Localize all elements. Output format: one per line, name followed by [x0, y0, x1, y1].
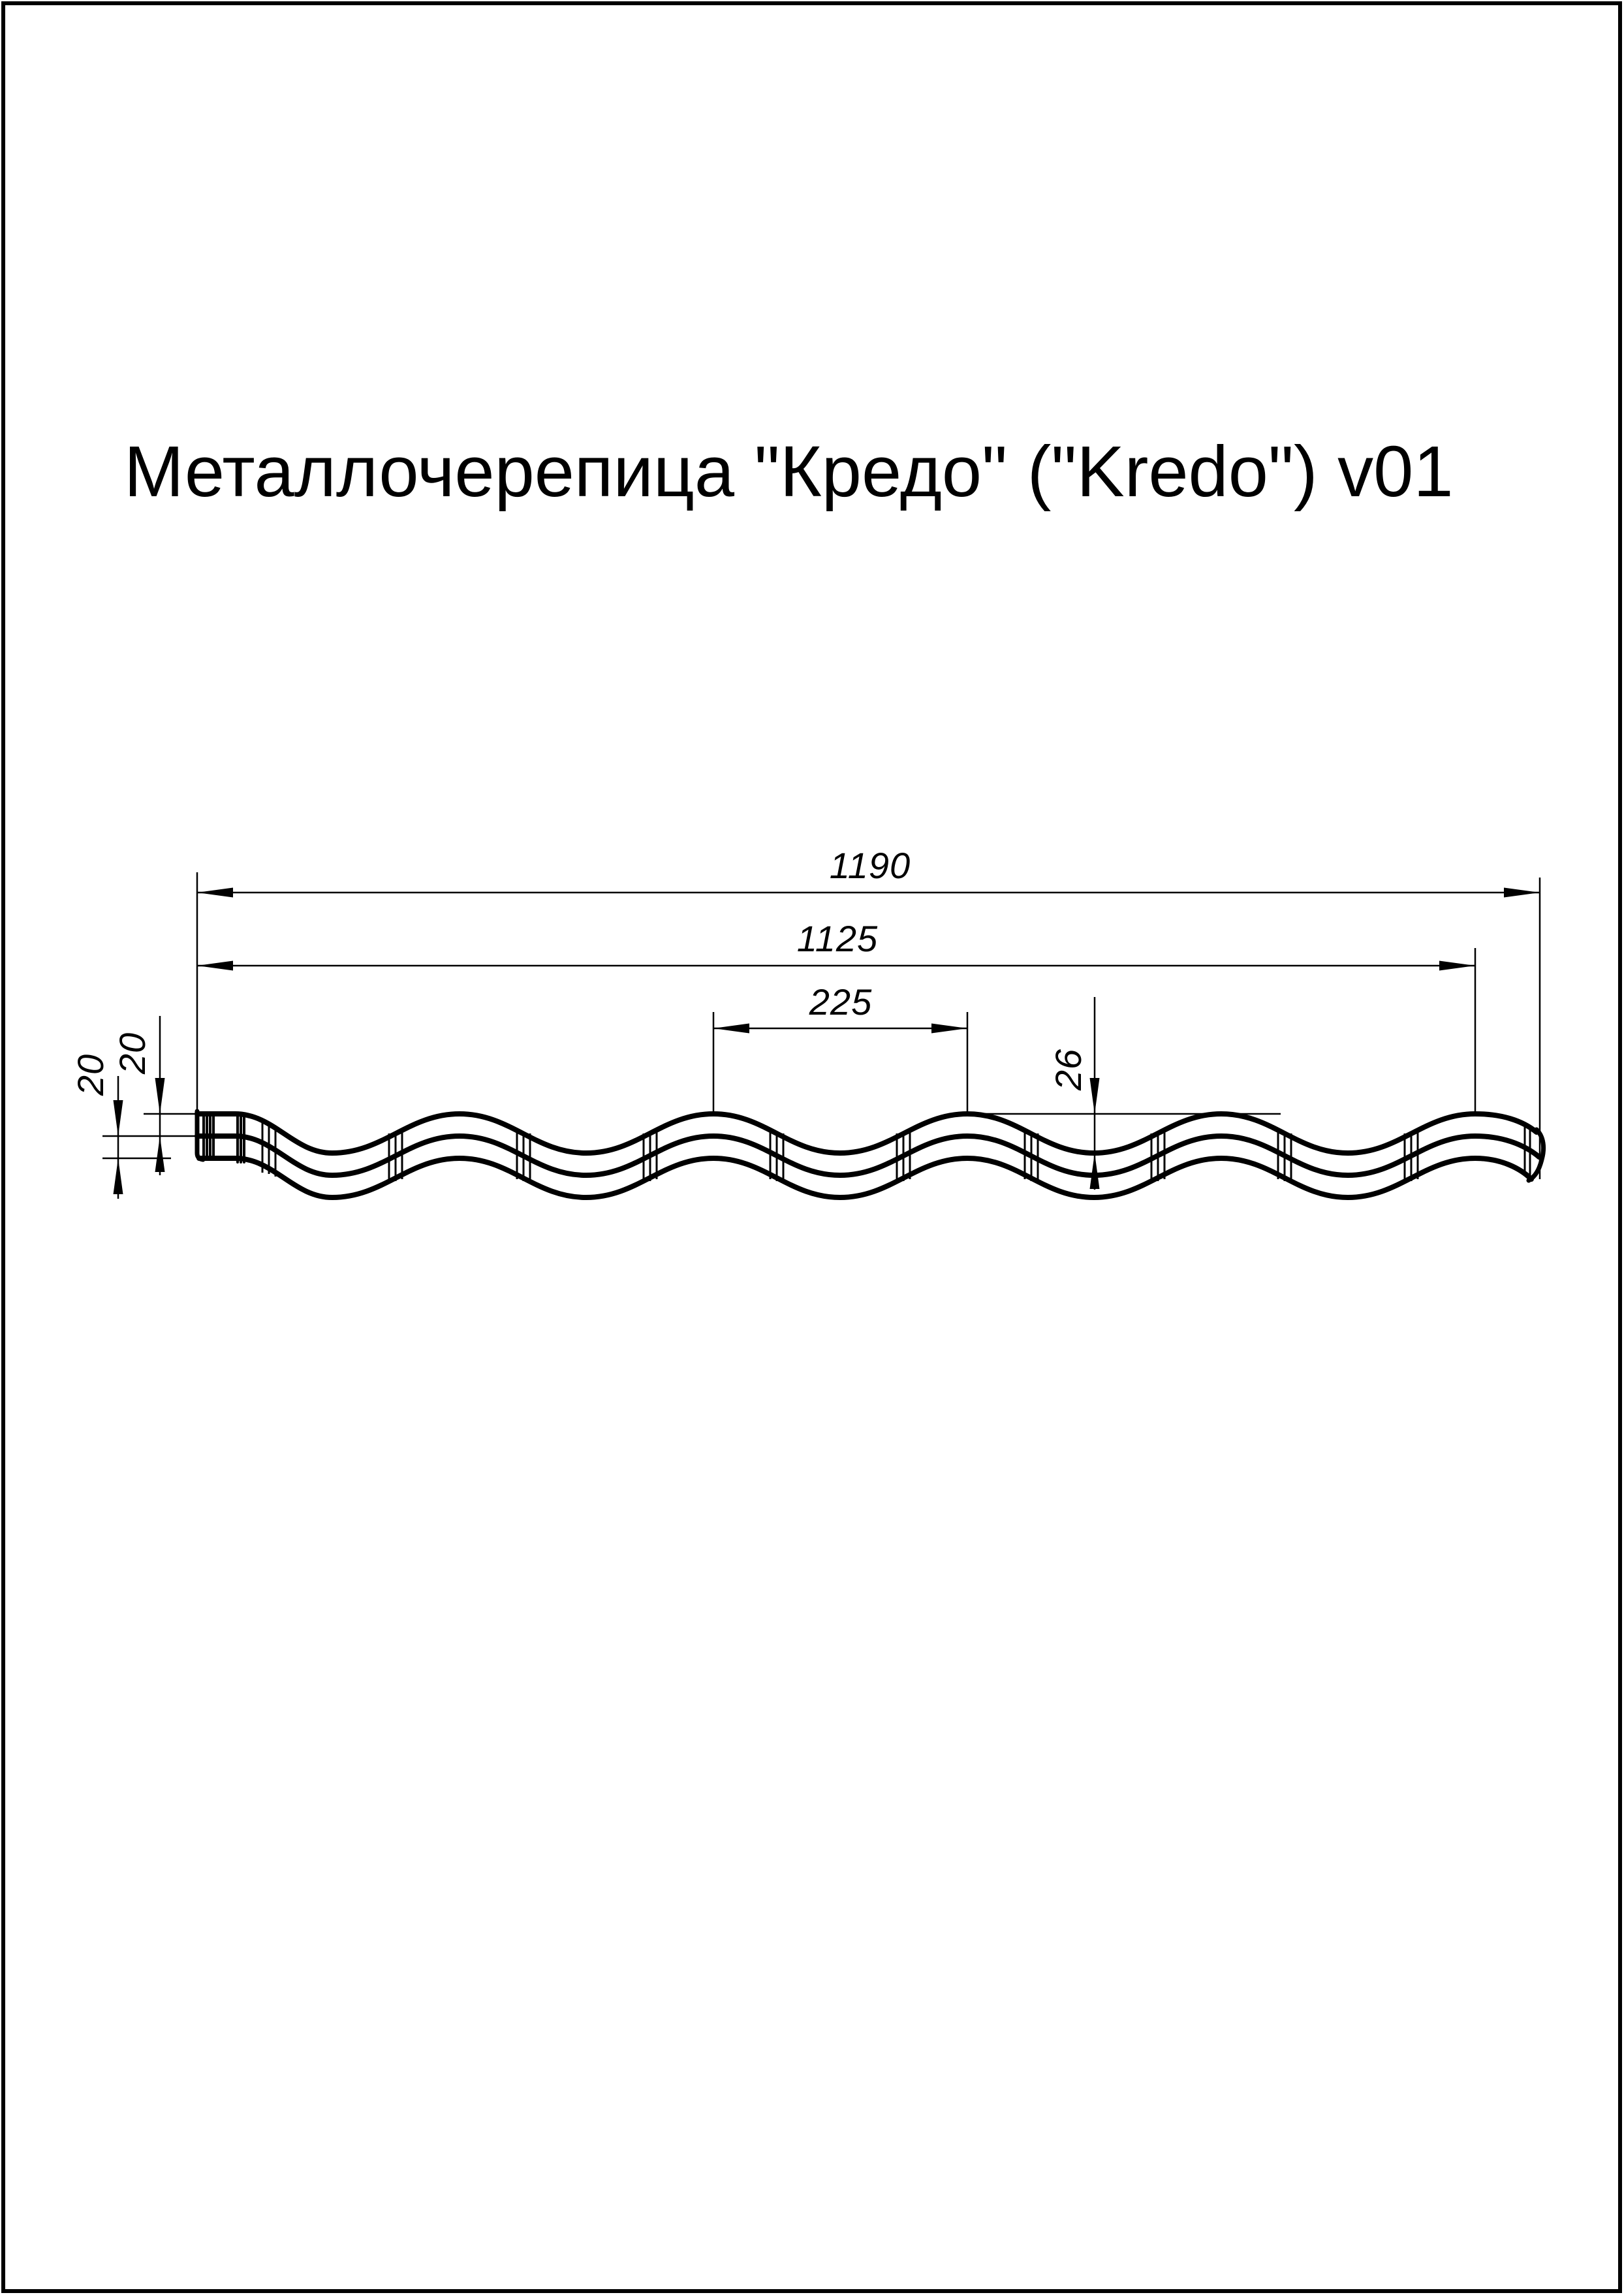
dim-arrow-up: [114, 1158, 123, 1194]
dim-left-step-upper: [112, 1016, 165, 1175]
tile-profile: [197, 1111, 1544, 1197]
dim-text-left-step-lower: 20: [70, 1053, 111, 1096]
drawing-title: Металлочерепица "Кредо" ("Kredo") v01: [124, 432, 1454, 512]
dim-arrow-left: [197, 888, 233, 898]
dim-text-left-step-upper: 20: [112, 1032, 153, 1075]
dim-text-useful-width: 1125: [796, 918, 879, 959]
profile-wave-bottom: [199, 1158, 1531, 1197]
dim-arrow-left: [713, 1024, 749, 1034]
dim-arrow-right: [1504, 888, 1540, 898]
profile-wave-top: [197, 1114, 1537, 1153]
dim-wave-pitch: [713, 981, 967, 1034]
dim-arrow-down: [1090, 1078, 1100, 1114]
dim-arrow-up: [1090, 1153, 1100, 1189]
dim-text-profile-height: 26: [1048, 1048, 1089, 1091]
dim-arrow-down: [155, 1078, 165, 1114]
dim-arrow-up: [155, 1136, 165, 1172]
dim-left-step-lower: [70, 1054, 123, 1199]
dim-arrow-right: [1439, 961, 1475, 971]
profile-wave-middle: [197, 1136, 1539, 1175]
dim-text-overall-width: 1190: [829, 845, 911, 886]
dim-arrow-down: [114, 1100, 123, 1136]
dim-arrow-left: [197, 961, 233, 971]
dim-useful-width: [197, 918, 1475, 971]
dim-text-wave-pitch: 225: [809, 981, 873, 1022]
dim-overall-width: [197, 845, 1540, 898]
dim-arrow-right: [931, 1024, 967, 1034]
